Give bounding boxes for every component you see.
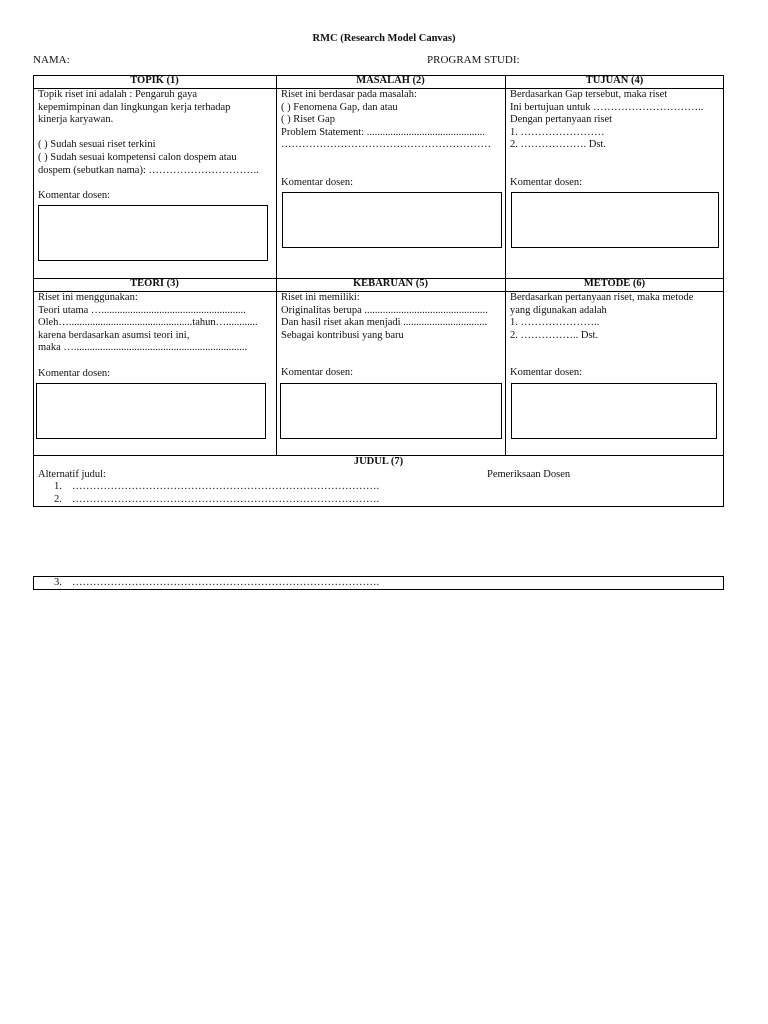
masalah-option-fenomena[interactable]: ( ) Fenomena Gap, dan atau xyxy=(281,101,398,113)
metode-header: METODE (6) xyxy=(583,278,646,289)
tujuan-comment-label: Komentar dosen: xyxy=(510,176,583,188)
tujuan-comment-box[interactable] xyxy=(511,192,719,248)
topik-line: Topik riset ini adalah : Pengaruh gaya xyxy=(38,89,198,100)
tujuan-line: Ini bertujuan untuk ………………………….. xyxy=(510,101,704,113)
judul-header: JUDUL (7) xyxy=(353,456,404,467)
masalah-line: …………………………………………………… xyxy=(281,139,491,151)
kebaruan-comment-box[interactable] xyxy=(280,383,502,439)
tujuan-line: Berdasarkan Gap tersebut, maka riset xyxy=(510,89,668,100)
program-studi-label: PROGRAM STUDI: xyxy=(427,54,520,66)
teori-header: TEORI (3) xyxy=(130,278,179,289)
kebaruan-line: Dan hasil riset akan menjadi ................................ xyxy=(281,317,488,329)
nama-label: NAMA: xyxy=(33,54,70,66)
document-title: RMC (Research Model Canvas) xyxy=(312,33,456,44)
judul-item-text: ……………………………………………………………………………. xyxy=(72,481,380,492)
teori-line: karena berdasarkan asumsi teori ini, xyxy=(38,329,190,341)
topik-line: kinerja karyawan. xyxy=(38,114,114,126)
kebaruan-line: Sebagai kontribusi yang baru xyxy=(281,329,404,341)
judul-item-number: 1. xyxy=(54,481,62,492)
judul-item-text: ……………………………………………………………………………. xyxy=(72,577,380,588)
topik-option-terkini[interactable]: ( ) Sudah sesuai riset terkini xyxy=(38,139,156,151)
metode-cell xyxy=(510,292,693,380)
judul-item-number: 3. xyxy=(54,577,62,588)
kebaruan-header: KEBARUAN (5) xyxy=(353,278,428,289)
teori-line: maka ….................................................................. xyxy=(38,342,248,354)
masalah-cell xyxy=(281,89,491,190)
tujuan-cell xyxy=(510,89,703,190)
topik-comment-box[interactable] xyxy=(38,205,268,261)
teori-comment-label: Komentar dosen: xyxy=(38,367,111,379)
topik-cell xyxy=(38,89,259,202)
teori-comment-box[interactable] xyxy=(36,383,266,439)
masalah-option-riset-gap[interactable]: ( ) Riset Gap xyxy=(281,114,335,126)
tujuan-header: TUJUAN (4) xyxy=(585,75,644,86)
judul-item[interactable] xyxy=(54,577,379,590)
judul-alt-label: Alternatif judul: xyxy=(38,469,106,480)
masalah-line: Riset ini berdasar pada masalah: xyxy=(281,89,417,100)
topik-comment-label: Komentar dosen: xyxy=(38,189,111,201)
masalah-comment-label: Komentar dosen: xyxy=(281,176,354,188)
tujuan-line: 2. ………………. Dst. xyxy=(510,139,606,151)
judul-item[interactable] xyxy=(54,481,379,494)
col-divider-1 xyxy=(276,75,277,456)
metode-comment-label: Komentar dosen: xyxy=(510,367,583,379)
judul-item-text: ……………………………………………………………………………. xyxy=(72,494,380,505)
masalah-header: MASALAH (2) xyxy=(356,75,425,86)
teori-cell xyxy=(38,292,258,380)
kebaruan-cell xyxy=(281,292,488,380)
topik-line: kepemimpinan dan lingkungan kerja terhadap xyxy=(38,101,231,113)
topik-option-kompetensi[interactable]: ( ) Sudah sesuai kompetensi calon dospem atau xyxy=(38,151,237,163)
metode-line: 2. …………….. Dst. xyxy=(510,329,599,341)
masalah-comment-box[interactable] xyxy=(282,192,502,248)
kebaruan-comment-label: Komentar dosen: xyxy=(281,367,354,379)
tujuan-line: 1. …………………… xyxy=(510,126,605,138)
teori-line: Teori utama …....................................................... xyxy=(38,304,246,316)
kebaruan-line: Originalitas berupa ............................................... xyxy=(281,304,488,316)
teori-line: Riset ini menggunakan: xyxy=(38,292,138,303)
metode-comment-box[interactable] xyxy=(511,383,717,439)
col-divider-2 xyxy=(505,75,506,456)
kebaruan-line: Riset ini memiliki: xyxy=(281,292,360,303)
metode-line: 1. ………………….. xyxy=(510,317,600,329)
masalah-line: Problem Statement: ............................................. xyxy=(281,126,485,138)
metode-line: Berdasarkan pertanyaan riset, maka metode xyxy=(510,292,694,303)
judul-item-number: 2. xyxy=(54,494,62,505)
topik-line: dospem (sebutkan nama): ………………………….. xyxy=(38,164,259,176)
judul-item[interactable] xyxy=(54,494,379,507)
pemeriksaan-dosen-label: Pemeriksaan Dosen xyxy=(487,469,571,480)
teori-line: Oleh…...............................................tahun…............ xyxy=(38,317,258,329)
topik-header: TOPIK (1) xyxy=(130,75,179,86)
metode-line: yang digunakan adalah xyxy=(510,304,607,316)
tujuan-line: Dengan pertanyaan riset xyxy=(510,114,613,126)
